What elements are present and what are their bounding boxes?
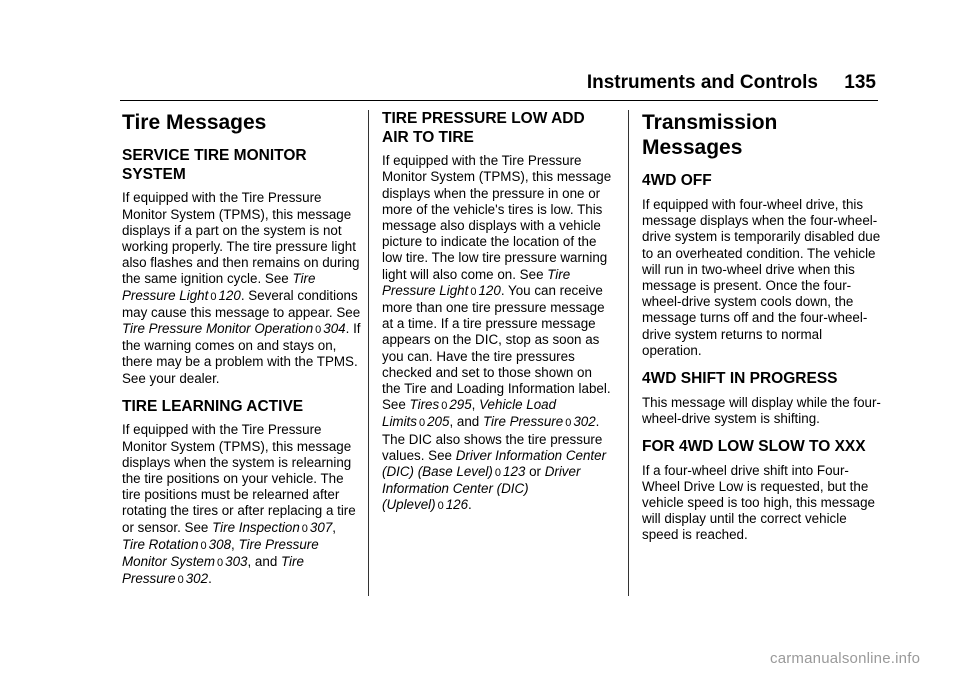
page-ref-arrow: 0 — [217, 557, 224, 570]
page-ref-arrow: 0 — [301, 522, 308, 535]
page-ref: 120 — [478, 282, 501, 298]
subheading: 4WD OFF — [642, 172, 712, 190]
cross-reference: Tire Pressure Monitor System — [122, 536, 319, 570]
paragraph: This message will display while the four-wheel-drive system is shifting. — [642, 394, 881, 426]
column-divider — [628, 110, 629, 596]
page-ref: 205 — [427, 414, 450, 430]
cross-reference: Tire Rotation — [122, 536, 199, 552]
paragraph: If equipped with the Tire Pressure Monitor System (TPMS), this message displays when the system is relearning the tire positions on your vehicle. The tire positions must be relearned after rotating the tires or after replacing a tire or sensor. See Tire Inspection 0 307, Tire Rotation 0 308, Tire Pressure Monitor System 0 303, and Tire Pressure 0 302. — [122, 422, 356, 587]
subheading: 4WD SHIFT IN PROGRESS — [642, 370, 838, 387]
page-ref-arrow: 0 — [470, 285, 477, 298]
page-header — [120, 72, 878, 100]
subheading: SERVICE TIRE MONITOR SYSTEM — [122, 147, 307, 183]
page-ref: 302 — [185, 571, 209, 587]
page-ref-arrow: 0 — [315, 324, 322, 336]
subheading: FOR 4WD LOW SLOW TO XXX — [642, 438, 866, 455]
page-ref-arrow: 0 — [565, 417, 572, 430]
page-ref-arrow: 0 — [437, 500, 444, 513]
paragraph: If a four-wheel drive shift into Four-Wheel Drive Low is requested, but the vehicle speed is too high, this message will display until the correct vehicle speed is reached. — [642, 462, 875, 543]
cross-reference: Driver Information Center (DIC) (Uplevel) — [382, 464, 581, 513]
page-ref-arrow: 0 — [210, 290, 217, 303]
page-ref-arrow: 0 — [200, 539, 207, 552]
column-1 — [122, 110, 362, 599]
page-ref: 126 — [445, 497, 469, 513]
page-number: 135 — [844, 72, 876, 93]
cross-reference: Tire Inspection — [212, 519, 300, 535]
page-ref-arrow: 0 — [494, 467, 501, 480]
cross-reference: Tires — [409, 397, 440, 413]
cross-reference: Driver Information Center (DIC) (Base Level) — [382, 447, 607, 480]
page-ref: 303 — [225, 554, 248, 570]
header-rule — [120, 100, 878, 101]
page-ref: 307 — [309, 519, 333, 535]
page-ref: 120 — [218, 287, 241, 303]
page-ref: 308 — [208, 536, 232, 552]
cross-reference: Tire Pressure — [122, 554, 304, 587]
paragraph: If equipped with the Tire Pressure Monitor System (TPMS), this message displays when the pressure in one or more of the vehicle's tires is low. This message also displays with a vehicle picture to indicate the location of the low tire. The low tire pressure warning light will also come on. See Tire Pressure Light 0 120. You can receive more than one tire pressure message at a time. If a tire pressure message appears on the DIC, stop as soon as you can. Have the tire pressures checked and set to those shown on the Tire and Loading Information label. See Tires 0 295, Vehicle Load Limits 0 205, and Tire Pressure 0 302. The DIC also shows the tire pressure values. See Driver Information Center (DIC) (Base Level) 0 123 or Driver Information Center (DIC) (Uplevel) 0 126. — [382, 153, 612, 513]
page-ref: 302 — [573, 414, 596, 430]
column-divider — [368, 110, 369, 596]
page-ref: 304 — [323, 321, 346, 336]
column-3 — [642, 110, 882, 555]
paragraph: If equipped with the Tire Pressure Monitor System (TPMS), this message displays if a part on the system is not working properly. The tire pressure light also flashes and then remains on during the same ignition cycle. See Tire Pressure Light 0 120. Several conditions may cause this message to appear. See Tire Pressure Monitor Operation 0 304. If the warning comes on and stays on, there may be a problem with the TPMS. See your dealer. — [122, 190, 361, 386]
cross-reference: Vehicle Load Limits — [382, 397, 557, 430]
page-ref: 295 — [449, 397, 472, 413]
page-ref-arrow: 0 — [441, 400, 448, 413]
cross-reference: Tire Pressure Light — [122, 271, 316, 303]
section-title: Instruments and Controls — [586, 72, 818, 93]
page-ref-arrow: 0 — [418, 417, 426, 430]
subheading: TIRE PRESSURE LOW ADD AIR TO TIRE — [382, 110, 585, 146]
section-heading: Tire Messages — [122, 111, 267, 134]
subheading: TIRE LEARNING ACTIVE — [122, 397, 304, 415]
section-heading: Transmission Messages — [642, 111, 778, 160]
cross-reference: Tire Pressure Light — [382, 266, 571, 298]
watermark: carmanualsonline.info — [770, 650, 921, 667]
cross-reference: Tire Pressure Monitor Operation — [122, 321, 314, 336]
page-ref-arrow: 0 — [177, 574, 184, 587]
column-2 — [382, 110, 614, 526]
page-ref: 123 — [503, 464, 526, 480]
paragraph: If equipped with four-wheel drive, this message displays when the four-wheel-drive system is temporarily disabled due to an overheated condition. The vehicle will run in two-wheel drive when this message is present. Once the four-wheel-drive system cools down, the message turns off and the four-wheel-drive system returns to normal operation. — [642, 196, 881, 358]
cross-reference: Tire Pressure — [482, 414, 564, 430]
